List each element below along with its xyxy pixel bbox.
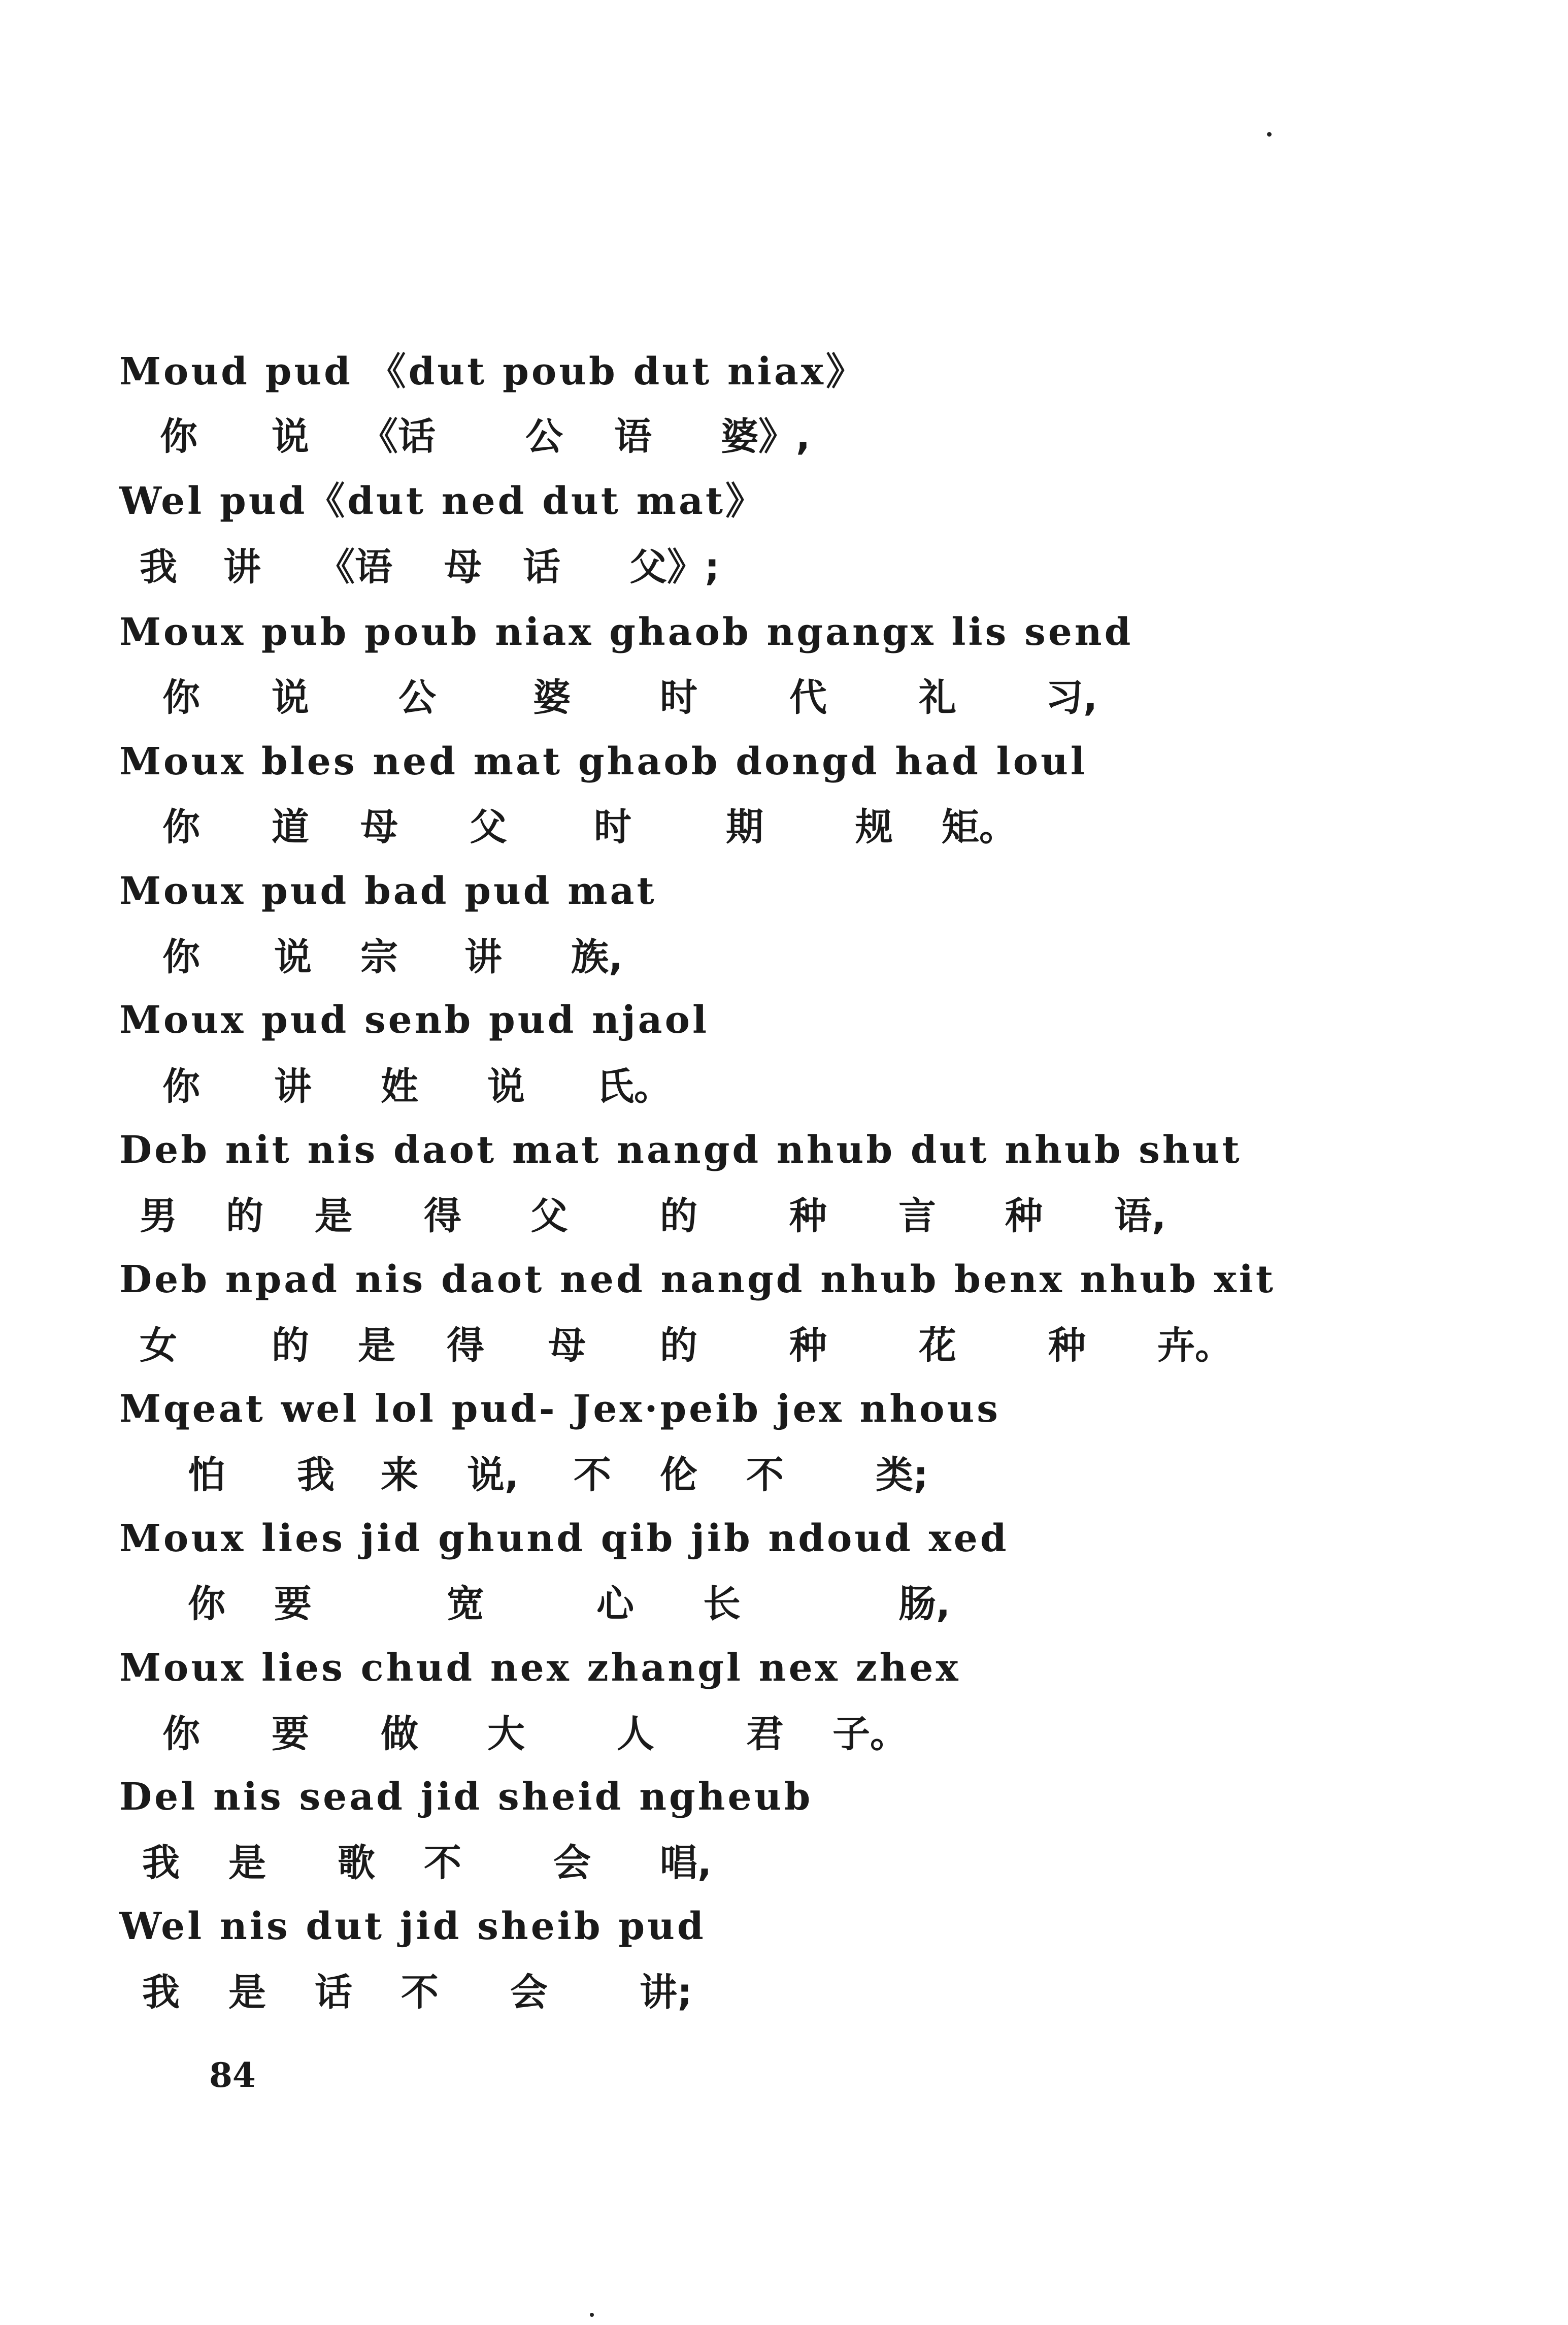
gloss-char: 习, [1046,676,1098,719]
gloss-char: 种 [1005,1194,1043,1238]
gloss-char: 不 [401,1971,439,2014]
gloss-char: 不 [746,1453,784,1497]
gloss-char: 君 [746,1712,784,1756]
gloss-char: 讲 [274,1065,312,1108]
gloss-char: 说 [487,1065,525,1108]
page-number: 84 [209,2055,256,2095]
gloss-char: 讲 [223,545,261,589]
gloss-char: 言 [898,1194,936,1238]
gloss-char: 唱, [660,1841,712,1885]
gloss-char: 你 [160,415,197,459]
gloss-char: 婆》, [721,415,811,459]
gloss-char: 宗 [360,935,398,979]
gloss-char: 是 [358,1324,395,1367]
gloss-char: 我 [140,545,177,589]
gloss-char: 代 [789,676,827,719]
gloss-char: 不 [574,1453,611,1497]
gloss-char: 男 [140,1194,177,1238]
romanized-line: Wel pud《dut ned dut mat》 [119,479,766,523]
gloss-char: 道 [272,805,309,849]
gloss-char: 说 [274,935,312,979]
gloss-char: 话 [523,545,560,589]
romanized-line: Moux lies jid ghund qib jib ndoud xed [119,1517,1009,1560]
gloss-char: 时 [660,676,697,719]
gloss-char: 要 [272,1712,309,1756]
gloss-char: 种 [789,1194,827,1238]
gloss-char: 期 [726,805,763,849]
gloss-char: 来 [381,1453,418,1497]
gloss-char: 氏。 [596,1065,672,1108]
gloss-char: 母 [548,1324,586,1367]
gloss-char: 种 [789,1324,827,1367]
gloss-char: 得 [447,1324,484,1367]
gloss-char: 你 [188,1582,225,1626]
gloss-char: 讲 [464,935,502,979]
romanized-line: Moux pud bad pud mat [119,869,657,913]
gloss-char: 的 [272,1324,309,1367]
gloss-char: 卉。 [1157,1324,1232,1367]
gloss-char: 得 [424,1194,461,1238]
gloss-char: 《话 [360,415,436,459]
gloss-char: 你 [162,1712,200,1756]
gloss-char: 不 [424,1841,461,1885]
gloss-char: 是 [315,1194,352,1238]
gloss-char: 是 [228,1971,266,2014]
gloss-char: 说 [272,415,309,459]
romanized-line: Del nis sead jid sheid ngheub [119,1775,813,1819]
gloss-char: 类; [876,1453,928,1497]
gloss-char: 歌 [338,1841,375,1885]
gloss-char: 女 [140,1324,177,1367]
romanized-line: Mqeat wel lol pud- Jex·peib jex nhous [119,1387,1000,1431]
gloss-char: 婆 [533,676,571,719]
gloss-char: 父 [470,805,507,849]
gloss-char: 公 [525,415,563,459]
romanized-line: Deb npad nis daot ned nangd nhub benx nhub xit [119,1258,1276,1301]
gloss-char: 会 [510,1971,548,2014]
romanized-line: Wel nis dut jid sheib pud [119,1905,706,1948]
gloss-char: 种 [1048,1324,1086,1367]
gloss-char: 肠, [898,1582,951,1626]
gloss-char: 我 [142,1971,180,2014]
gloss-char: 说 [272,676,309,719]
gloss-char: 时 [594,805,631,849]
gloss-char: 你 [162,1065,200,1108]
gloss-char: 的 [660,1324,697,1367]
gloss-char: 心 [596,1582,634,1626]
gloss-char: 我 [142,1841,180,1885]
gloss-char: 怕 [188,1453,225,1497]
gloss-char: 伦 [660,1453,697,1497]
gloss-char: 姓 [381,1065,418,1108]
gloss-char: 长 [703,1582,741,1626]
print-speck [1267,132,1272,137]
romanized-line: Moux lies chud nex zhangl nex zhex [119,1646,961,1690]
gloss-char: 你 [162,805,200,849]
romanized-line: Deb nit nis daot mat nangd nhub dut nhub shut [119,1128,1242,1172]
gloss-char: 的 [660,1194,697,1238]
gloss-char: 宽 [447,1582,484,1626]
gloss-char: 语, [1114,1194,1166,1238]
gloss-char: 是 [228,1841,266,1885]
romanized-line: Moux pub poub niax ghaob ngangx lis send [119,610,1133,654]
gloss-char: 话 [315,1971,352,2014]
gloss-char: 的 [226,1194,263,1238]
gloss-char: 子。 [832,1712,908,1756]
print-speck [590,2313,594,2317]
romanized-line: Moux pud senb pud njaol [119,998,710,1042]
gloss-char: 讲; [640,1971,692,2014]
gloss-char: 大 [487,1712,525,1756]
gloss-char: 礼 [919,676,956,719]
romanized-line: Moux bles ned mat ghaob dongd had loul [119,740,1088,783]
gloss-char: 《语 [317,545,392,589]
gloss-char: 你 [162,676,200,719]
gloss-char: 母 [360,805,398,849]
gloss-char: 母 [444,545,482,589]
romanized-line: Moud pud 《dut poub dut niax》 [119,350,866,394]
gloss-char: 要 [274,1582,312,1626]
gloss-char: 人 [617,1712,654,1756]
gloss-char: 公 [398,676,436,719]
gloss-char: 我 [297,1453,335,1497]
gloss-char: 语 [614,415,652,459]
gloss-char: 族, [571,935,623,979]
gloss-char: 说, [467,1453,519,1497]
gloss-char: 父》; [629,545,720,589]
gloss-char: 做 [381,1712,418,1756]
gloss-char: 会 [553,1841,591,1885]
gloss-char: 规 [855,805,893,849]
gloss-char: 矩。 [942,805,1017,849]
gloss-char: 你 [162,935,200,979]
gloss-char: 父 [530,1194,568,1238]
gloss-char: 花 [919,1324,956,1367]
